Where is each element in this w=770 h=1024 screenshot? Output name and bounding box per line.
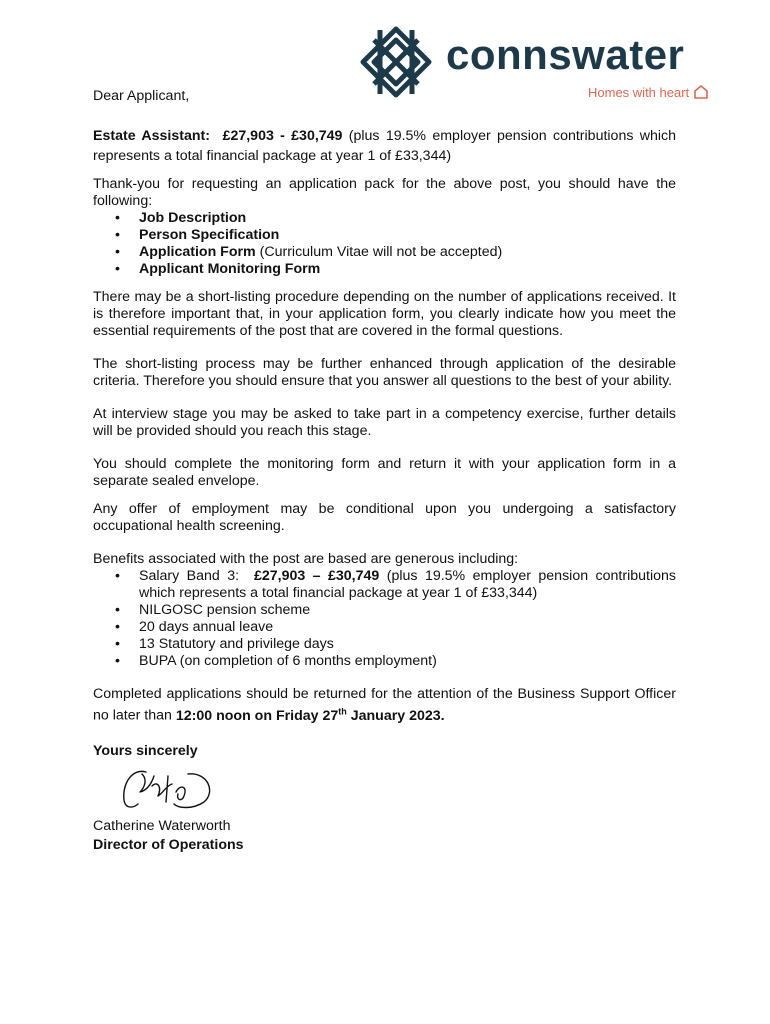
post-salary: £27,903 - £30,749 [222, 128, 343, 144]
post-salary-note: (plus 19.5% employer pension contributions which represents a total financial package at year 1 of £33,344) [93, 128, 676, 164]
house-outline-icon [693, 84, 709, 100]
sign-off: Yours sincerely [93, 742, 198, 759]
monitoring-paragraph: You should complete the monitoring form and return it with your application form in a separate sealed envelope. [93, 456, 676, 489]
list-item: • Person Specification [139, 227, 676, 244]
post-title: Estate Assistant: [93, 128, 210, 144]
list-item: • BUPA (on completion of 6 months employment) [139, 653, 676, 670]
list-item: • Salary Band 3: £27,903 – £30,749 (plus 19.5% employer pension contributions which represents a total financial package at year 1 of £33,344) [139, 568, 676, 602]
post-heading [93, 126, 676, 166]
offer-paragraph: Any offer of employment may be conditional upon you undergoing a satisfactory occupational health screening. [93, 501, 676, 534]
brand-tagline-text: Homes with heart [588, 84, 690, 100]
list-item: • 13 Statutory and privilege days [139, 636, 676, 653]
signatory-title: Director of Operations [93, 836, 244, 853]
list-item: • Job Description [139, 210, 676, 227]
handwritten-signature [118, 762, 218, 814]
brand-name: connswater [446, 31, 685, 78]
benefits-intro: Benefits associated with the post are based are generous including: [93, 551, 519, 567]
intro-paragraph: Thank-you for requesting an application pack for the above post, you should have the following: [93, 176, 676, 209]
list-item: • Applicant Monitoring Form [139, 261, 676, 278]
pack-items-list [93, 210, 676, 278]
list-item: • 20 days annual leave [139, 619, 676, 636]
signatory-name: Catherine Waterworth [93, 817, 231, 834]
shortlisting-paragraph: There may be a short-listing procedure depending on the number of applications received. It is therefore important that, in your application form, you clearly indicate how you meet the essential requirements of the post that are covered in the formal questions. [93, 289, 676, 339]
deadline: 12:00 noon on Friday 27th January 2023. [175, 706, 445, 724]
list-item: • Application Form (Curriculum Vitae will not be accepted) [139, 244, 676, 261]
list-item: • NILGOSC pension scheme [139, 602, 676, 619]
desirable-paragraph: The short-listing process may be further enhanced through application of the desirable criteria. Therefore you should ensure that you answer all questions to the best of your ability. [93, 356, 676, 389]
interview-paragraph: At interview stage you may be asked to take part in a competency exercise, further details will be provided should you reach this stage. [93, 406, 676, 439]
letter-body [93, 88, 676, 855]
greeting: Dear Applicant, [93, 88, 190, 104]
closing-paragraph: Completed applications should be returned for the attention of the Business Support Officer no later than 12:00 noon on Friday 27th January 2023. [93, 686, 676, 724]
benefits-list [93, 568, 676, 670]
